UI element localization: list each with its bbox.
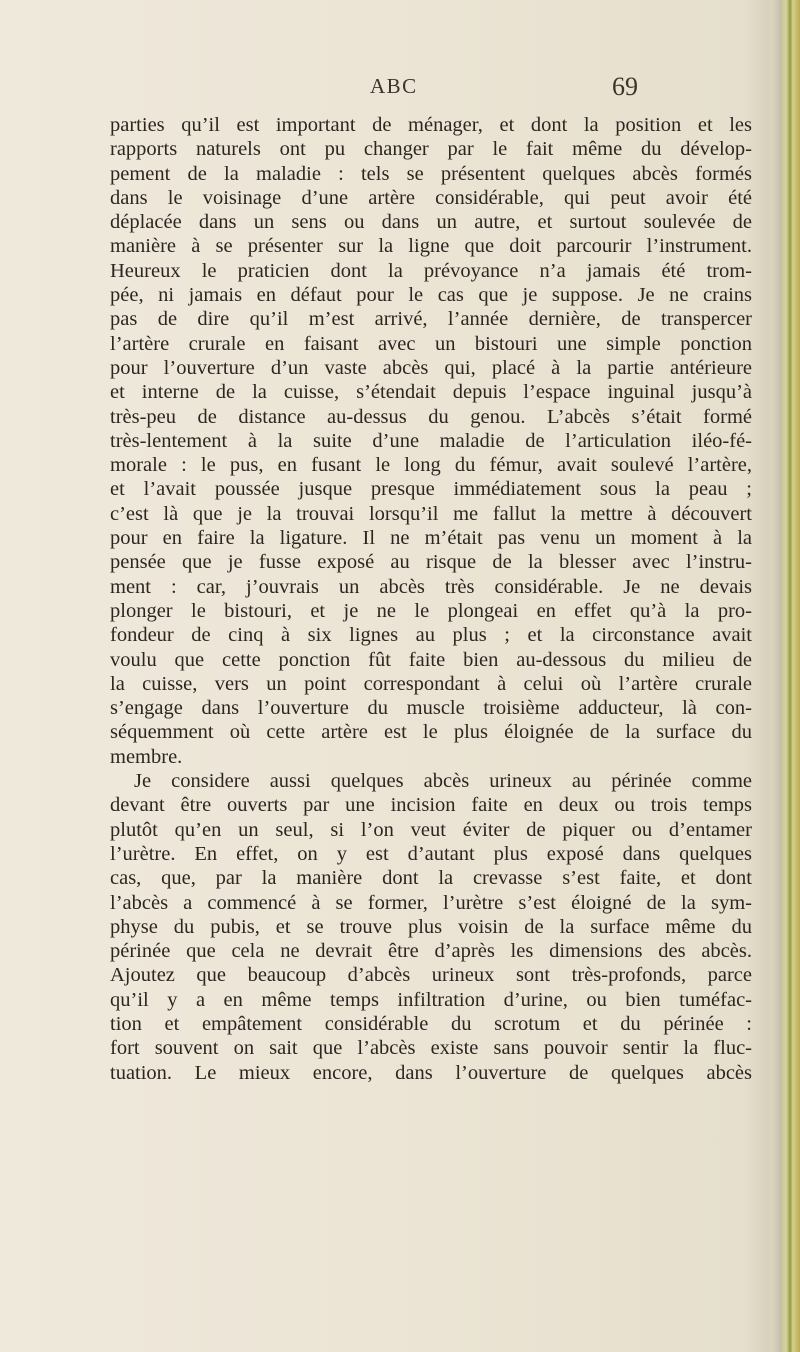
text-line: tuation. Le mieux encore, dans l’ouverture de quelques abcès [110, 1061, 752, 1084]
text-line: déplacée dans un sens ou dans un autre, et surtout soulevée de [110, 211, 752, 234]
text-line: pour en faire la ligature. Il ne m’était pas venu un moment à la [110, 527, 752, 550]
text-line: voulu que cette ponction fût faite bien au-dessous du milieu de [110, 648, 752, 671]
text-line: l’abcès a commencé à se former, l’urètre s’est éloigné de la sym- [110, 891, 752, 914]
text-line: s’engage dans l’ouverture du muscle troisième adducteur, là con- [110, 697, 752, 720]
text-line: morale : le pus, en fusant le long du fémur, avait soulevé l’artère, [110, 454, 752, 477]
page-header [0, 72, 800, 112]
text-line: et interne de la cuisse, s’étendait depuis l’espace inguinal jusqu’à [110, 381, 752, 404]
text-line: très-lentement à la suite d’une maladie de l’articulation iléo-fé- [110, 429, 752, 452]
binding-edge [782, 0, 800, 1352]
body-text [110, 113, 752, 1085]
text-line: très-peu de distance au-dessus du genou. L’abcès s’était formé [110, 405, 752, 428]
text-line: fondeur de cinq à six lignes au plus ; et la circonstance avait [110, 624, 752, 647]
text-line: pement de la maladie : tels se présentent quelques abcès formés [110, 162, 752, 185]
text-line: Ajoutez que beaucoup d’abcès urineux sont très-profonds, parce [110, 964, 752, 987]
text-line: dans le voisinage d’une artère considérable, qui peut avoir été [110, 186, 752, 209]
text-line: séquemment où cette artère est le plus éloignée de la surface du [110, 721, 752, 744]
text-line: plonger le bistouri, et je ne le plongeai en effet qu’à la pro- [110, 599, 752, 622]
text-line: parties qu’il est important de ménager, et dont la position et les [110, 114, 752, 136]
text-line: cas, que, par la manière dont la crevasse s’est faite, et dont [110, 867, 752, 890]
text-line: pensée que je fusse exposé au risque de la blesser avec l’instru- [110, 551, 752, 574]
text-line: tion et empâtement considérable du scrotum et du périnée : [110, 1012, 752, 1035]
text-line: fort souvent on sait que l’abcès existe sans pouvoir sentir la fluc- [110, 1037, 752, 1060]
paragraph-end-line: membre. [110, 745, 183, 768]
running-head: ABC [370, 74, 418, 98]
text-line: c’est là que je la trouvai lorsqu’il me fallut la mettre à découvert [110, 502, 752, 525]
text-line: l’urètre. En effet, on y est d’autant plus exposé dans quelques [110, 842, 752, 865]
text-line: pas de dire qu’il m’est arrivé, l’année dernière, de transpercer [110, 308, 752, 331]
binding-shadow [772, 0, 782, 1352]
text-line: pée, ni jamais en défaut pour le cas que je suppose. Je ne crains [110, 284, 752, 307]
text-line: périnée que cela ne devrait être d’après les dimensions des abcès. [110, 940, 752, 963]
text-line: Heureux le praticien dont la prévoyance n’a jamais été trom- [110, 259, 752, 282]
text-line: et l’avait poussée jusque presque immédiatement sous la peau ; [110, 478, 752, 501]
text-line: rapports naturels ont pu changer par le fait même du dévelop- [110, 138, 752, 161]
text-line: l’artère crurale en faisant avec un bistouri une simple ponction [110, 332, 752, 355]
text-line: physe du pubis, et se trouve plus voisin de la surface même du [110, 915, 752, 938]
text-line: qu’il y a en même temps infiltration d’urine, ou bien tuméfac- [110, 988, 752, 1011]
page-number: 69 [612, 72, 638, 101]
text-line: la cuisse, vers un point correspondant à celui où l’artère crurale [110, 672, 752, 695]
text-line: plutôt qu’en un seul, si l’on veut éviter de piquer ou d’entamer [110, 818, 752, 841]
text-line: pour l’ouverture d’un vaste abcès qui, placé à la partie antérieure [110, 356, 752, 379]
text-line: devant être ouverts par une incision faite en deux ou trois temps [110, 794, 752, 817]
paragraph-start-line: Je considere aussi quelques abcès urineux au périnée comme [134, 770, 752, 793]
text-line: manière à se présenter sur la ligne que doit parcourir l’instrument. [110, 235, 752, 258]
text-line: ment : car, j’ouvrais un abcès très considérable. Je ne devais [110, 575, 752, 598]
